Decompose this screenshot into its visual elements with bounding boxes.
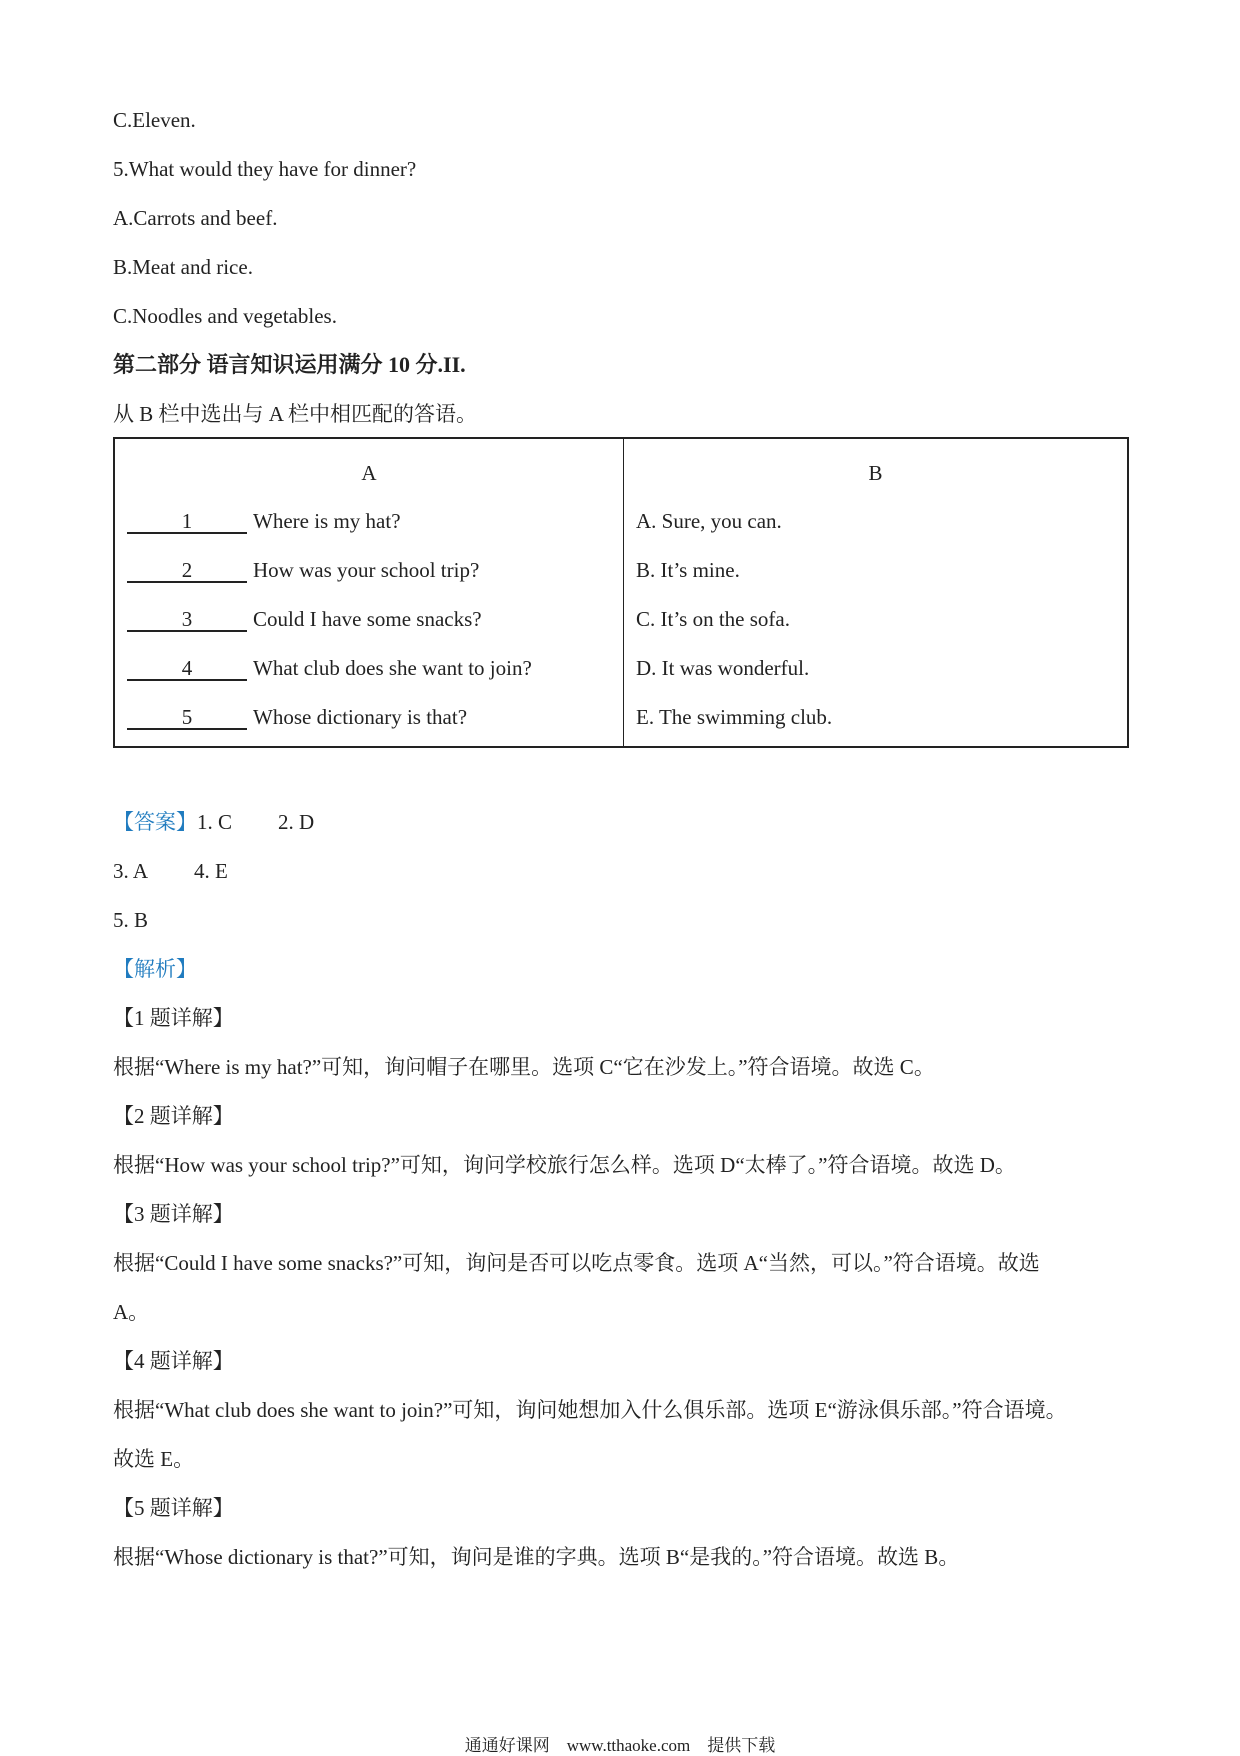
analysis-4-text-cont: 故选 E。 — [113, 1447, 195, 1471]
analysis-5-title: 【5 题详解】 — [113, 1496, 234, 1520]
column-b-answer: B. It’s mine. — [636, 558, 740, 582]
analysis-4-text: 根据“What club does she want to join?”可知，询问她想加入什么俱乐部。选项 E“游泳俱乐部。”符合语境。 — [113, 1398, 1067, 1422]
question-5-option-a: A.Carrots and beef. — [113, 206, 278, 230]
column-a-row — [127, 509, 401, 534]
column-b-answer: D. It was wonderful. — [636, 656, 810, 680]
analysis-3-title: 【3 题详解】 — [113, 1202, 234, 1226]
answer-4: 4. E — [194, 859, 228, 883]
column-b — [624, 438, 1129, 747]
page-footer: 通通好课网 www.tthaoke.com 提供下载 — [464, 1736, 776, 1755]
answer-3: 3. A — [113, 859, 149, 883]
question-4-option-c: C.Eleven. — [113, 108, 196, 132]
column-a-question: How was your school trip? — [253, 558, 480, 582]
column-b-answer: E. The swimming club. — [636, 705, 833, 729]
analysis-1-title: 【1 题详解】 — [113, 1006, 234, 1030]
answer-blank[interactable]: 1 — [127, 510, 247, 534]
answer-label: 【答案】 — [113, 810, 197, 834]
answer-blank[interactable]: 3 — [127, 608, 247, 632]
column-b-answer: A. Sure, you can. — [636, 509, 782, 533]
column-a-header: A — [361, 461, 377, 485]
answer-line-1 — [113, 809, 314, 835]
answer-1: 1. C — [197, 810, 233, 834]
column-b-header: B — [868, 461, 883, 485]
question-5: 5.What would they have for dinner? — [113, 157, 417, 181]
answer-5: 5. B — [113, 908, 149, 932]
analysis-3-text: 根据“Could I have some snacks?”可知，询问是否可以吃点零食。选项 A“当然，可以。”符合语境。故选 — [113, 1251, 1040, 1275]
column-b-answer: C. It’s on the sofa. — [636, 607, 790, 631]
analysis-2-text: 根据“How was your school trip?”可知，询问学校旅行怎么样。选项 D“太棒了。”符合语境。故选 D。 — [113, 1153, 1016, 1177]
question-5-option-b: B.Meat and rice. — [113, 255, 253, 279]
analysis-5-text: 根据“Whose dictionary is that?”可知，询问是谁的字典。选项 B“是我的。”符合语境。故选 B。 — [113, 1545, 960, 1569]
analysis-2-title: 【2 题详解】 — [113, 1104, 234, 1128]
column-a-row — [127, 607, 482, 632]
matching-table — [113, 437, 1129, 748]
column-a-row — [127, 705, 467, 730]
part2-heading: 第二部分 语言知识运用满分 10 分.II. — [113, 352, 466, 377]
question-5-option-c: C.Noodles and vegetables. — [113, 304, 337, 328]
column-a-row — [127, 558, 479, 583]
answer-line-2 — [113, 858, 228, 884]
analysis-3-text-cont: A。 — [113, 1300, 150, 1324]
column-a — [114, 438, 624, 747]
answer-blank[interactable]: 2 — [127, 559, 247, 583]
analysis-label: 【解析】 — [113, 957, 197, 981]
answer-blank[interactable]: 4 — [127, 657, 247, 681]
answer-2: 2. D — [278, 810, 315, 834]
analysis-4-title: 【4 题详解】 — [113, 1349, 234, 1373]
column-a-row — [127, 656, 532, 681]
part2-instruction: 从 B 栏中选出与 A 栏中相匹配的答语。 — [113, 402, 478, 426]
column-a-question: What club does she want to join? — [253, 656, 532, 680]
column-a-question: Whose dictionary is that? — [253, 705, 468, 729]
column-a-question: Where is my hat? — [253, 509, 401, 533]
answer-blank[interactable]: 5 — [127, 706, 247, 730]
column-a-question: Could I have some snacks? — [253, 607, 482, 631]
analysis-1-text: 根据“Where is my hat?”可知，询问帽子在哪里。选项 C“它在沙发上。”符合语境。故选 C。 — [113, 1055, 935, 1079]
